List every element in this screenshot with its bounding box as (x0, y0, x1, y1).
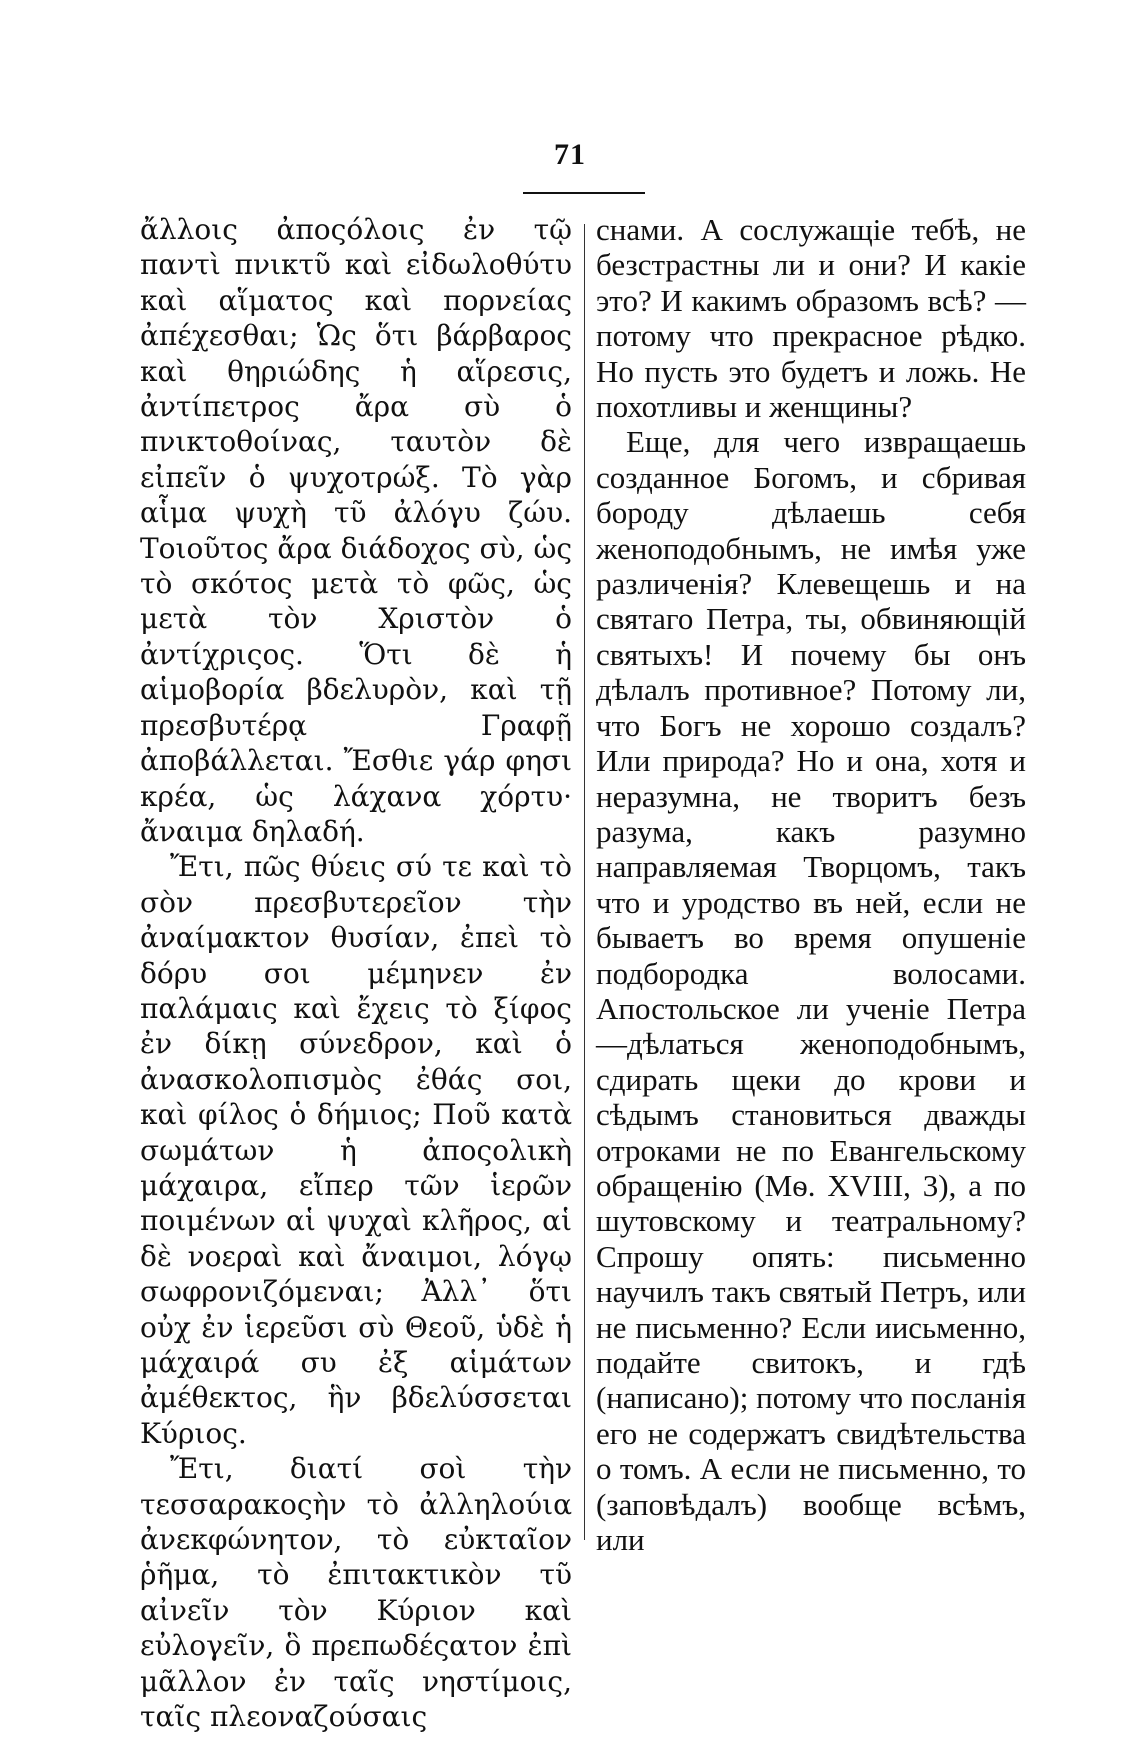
greek-paragraph-1: ἄλλοις ἀποςόλοις ἐν τῷ παντὶ πνικτῦ καὶ εἰδωλοθύτυ καὶ αἵματος καὶ πορνείας ἀπέχεσθαι; Ὡς ὅτι βάρβαρος καὶ θηριώδης ἡ αἵρεσις, ἀντίπετρος ἄρα σὺ ὁ πνικτοθοίνας, ταυτὸν δὲ εἰπεῖν ὁ ψυχοτρώξ. Τὸ γὰρ αἷμα ψυχὴ τῦ ἀλόγυ ζώυ. Τοιοῦτος ἄρα διάδοχος σὺ, ὡς τὸ σκότος μετὰ τὸ φῶς, ὡς μετὰ τὸν Χριστὸν ὁ ἀντίχριςος. Ὅτι δὲ ἡ αἱμοβορία βδελυρὸν, καὶ τῇ πρεσβυτέρᾳ Γραφῇ ἀποβάλλεται. Ἔσθιε γάρ φησι κρέα, ὡς λάχανα χόρτυ· ἄναιμα δηλαδή. (140, 213, 572, 848)
greek-paragraph-2: Ἔτι, πῶς θύεις σύ τε καὶ τὸ σὸν πρεσβυτερεῖον τὴν ἀναίμακτον θυσίαν, ἐπεὶ τὸ δόρυ σοι μέμηνεν ἐν παλάμαις καὶ ἔχεις τὸ ξίφος ἐν δίκῃ σύνεδρον, καὶ ὁ ἀνασκολοπισμὸς ἐθάς σοι, καὶ φίλος ὁ δήμιος; Ποῦ κατὰ σωμάτων ἡ ἀποςολικὴ μάχαιρα, εἴπερ τῶν ἱερῶν ποιμένων αἱ ψυχαὶ κλῆρος, αἱ δὲ νοεραὶ καὶ ἄναιμοι, λόγῳ σωφρονιζόμεναι; Ἀλλ᾽ ὅτι οὐχ ἐν ἱερεῦσι σὺ Θεοῦ, ὑδὲ ἡ μάχαιρά συ ἐξ αἱμάτων ἀμέθεκτος, ἣν βδελύσσεται Κύριος. (140, 850, 572, 1450)
russian-paragraph-1: снами. А сослужащіе тебѣ, не безстрастны ли и они? И какіе это? И какимъ образомъ всѣ? — потому что прекрасное рѣдко. Но пусть это будетъ и ложь. Не похотливы и женщины? (596, 212, 1026, 425)
header-rule (523, 192, 645, 194)
russian-paragraph-2: Еще, для чего извращаешь созданное Богомъ, и сбривая бороду дѣлаешь себя женоподобнымъ, не имѣя уже различенія? Клевещешь и на святаго Петра, ты, обвиняющій святыхъ! И почему бы онъ дѣлалъ противное? Потому ли, что Богъ не хорошо создалъ? Или природа? Но и она, хотя и неразумна, не творитъ безъ разума, какъ разумно направляемая Творцомъ, такъ что и уродство въ ней, если не бываетъ во время опушеніе подбородка волосами. Апостольское ли ученіе Петра—дѣлаться женоподобнымъ, сдирать щеки до крови и сѣдымъ становиться дважды отроками не по Евангельскому обращенію (Мѳ. XVIII, 3), а по шутовскому и театральному? Спрошу опять: письменно научилъ такъ святый Петръ, или не письменно? Если иисьменно, подайте свитокъ, и гдѣ (написано); потому что посланія его не содержатъ свидѣтельства о томъ. А если не письменно, то (заповѣдалъ) вообще всѣмъ, или (596, 424, 1027, 1558)
russian-text-column (596, 212, 1027, 1558)
page-number: 71 (554, 138, 586, 171)
greek-paragraph-3: Ἔτι, διατί σοὶ τὴν τεσσαρακοςὴν τὸ ἀλληλούια ἀνεκφώνητον, τὸ εὐκταῖον ῥῆμα, τὸ ἐπιτακτικὸν τῦ αἰνεῖν τὸν Κύριον καὶ εὐλογεῖν, ὃ πρεπωδέςατον ἐπὶ μᾶλλον ἐν ταῖς νηστίμοις, ταῖς πλεοναζούσαις (140, 1452, 572, 1734)
column-divider (584, 224, 585, 1540)
greek-text-column (140, 212, 572, 1734)
